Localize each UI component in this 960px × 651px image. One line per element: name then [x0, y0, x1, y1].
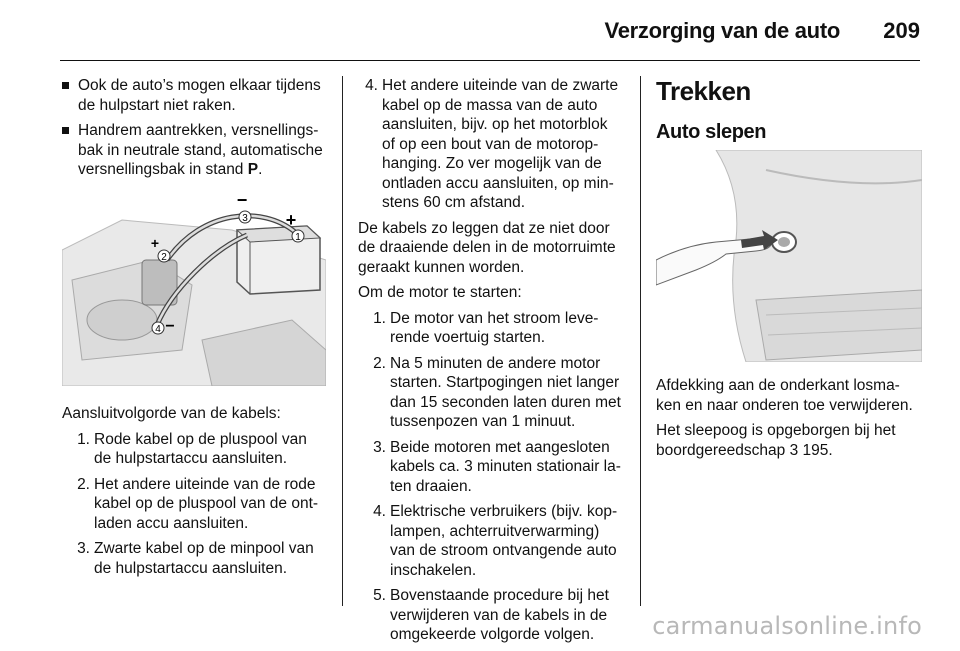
paragraph: De kabels zo leggen dat ze niet door de draaiende delen in de motorruimte geraakt kunnen worden. — [358, 219, 616, 276]
column-divider-2 — [640, 76, 641, 606]
bullet-item: Ook de auto’s mogen elkaar tijdens de hulpstart niet raken. — [62, 76, 326, 115]
jump-start-illustration — [62, 190, 326, 386]
column-3 — [656, 76, 922, 152]
bullet-item: Handrem aantrekken, versnellings-bak in neutrale stand, automatische versnellingsbak in stand P. — [62, 121, 326, 180]
paragraph: Om de motor te starten: — [358, 284, 522, 301]
svg-text:3: 3 — [242, 213, 248, 224]
column-2 — [358, 76, 624, 651]
list-item: 3. Zwarte kabel op de minpool van de hulpstartaccu aansluiten. — [77, 540, 314, 577]
gear-position: P — [247, 161, 259, 178]
header-rule — [60, 60, 920, 61]
list-item: 4. Het andere uiteinde van de zwarte kabel op de massa van de auto aansluiten, bijv. op het motorblok of op een bout van de motorop-hanging. Zo ver mogelijk van de ontladen accu aansluiten, op min-stens 60 cm afstand. — [365, 77, 619, 211]
list-item: 2. Na 5 minuten de andere motor starten. Startpogingen niet langer dan 15 seconden laten duren met tussenpozen van 1 minuut. — [373, 354, 621, 430]
figure-caption: Aansluitvolgorde van de kabels: — [62, 405, 281, 422]
paragraph: Afdekking aan de onderkant losma-ken en naar onderen toe verwijderen. — [656, 377, 913, 414]
section-heading: Trekken — [656, 76, 751, 106]
column-3-lower — [656, 376, 922, 466]
list-item: 1. De motor van het stroom leve-rende voertuig starten. — [373, 309, 599, 346]
column-1 — [62, 76, 326, 186]
svg-text:+: + — [285, 210, 297, 230]
list-item: 4. Elektrische verbruikers (bijv. kop-lampen, achterruitverwarming) van de stroom ontvangende auto inschakelen. — [373, 503, 618, 579]
svg-text:2: 2 — [161, 252, 167, 263]
page-number: 209 — [883, 18, 920, 43]
tow-eye-cover-illustration — [656, 150, 922, 362]
bullet-square-icon — [62, 127, 69, 134]
subsection-heading: Auto slepen — [656, 121, 767, 143]
svg-text:4: 4 — [155, 324, 161, 335]
svg-text:+: + — [150, 235, 160, 251]
list-item: 3. Beide motoren met aangesloten kabels ca. 3 minuten stationair la-ten draaien. — [373, 438, 621, 495]
list-item: 1. Rode kabel op de pluspool van de hulpstartaccu aansluiten. — [77, 430, 307, 467]
paragraph: Het sleepoog is opgeborgen bij het boordgereedschap 3 195. — [656, 422, 896, 459]
watermark: carmanualsonline.info — [652, 612, 922, 640]
svg-text:1: 1 — [295, 232, 301, 243]
column-1-lower — [62, 404, 326, 584]
list-item: 2. Het andere uiteinde van de rode kabel op de pluspool van de ont-laden accu aansluiten. — [77, 475, 319, 532]
page-title: Verzorging van de auto — [604, 18, 840, 43]
svg-text:−: − — [165, 318, 175, 335]
page-header — [0, 0, 960, 60]
bullet-square-icon — [62, 82, 69, 89]
list-item: 5. Bovenstaande procedure bij het verwijderen van de kabels in de omgekeerde volgorde volgen. — [373, 587, 609, 643]
svg-text:−: − — [236, 190, 248, 210]
column-divider-1 — [342, 76, 343, 606]
page-reference-icon: 3 — [789, 441, 799, 459]
